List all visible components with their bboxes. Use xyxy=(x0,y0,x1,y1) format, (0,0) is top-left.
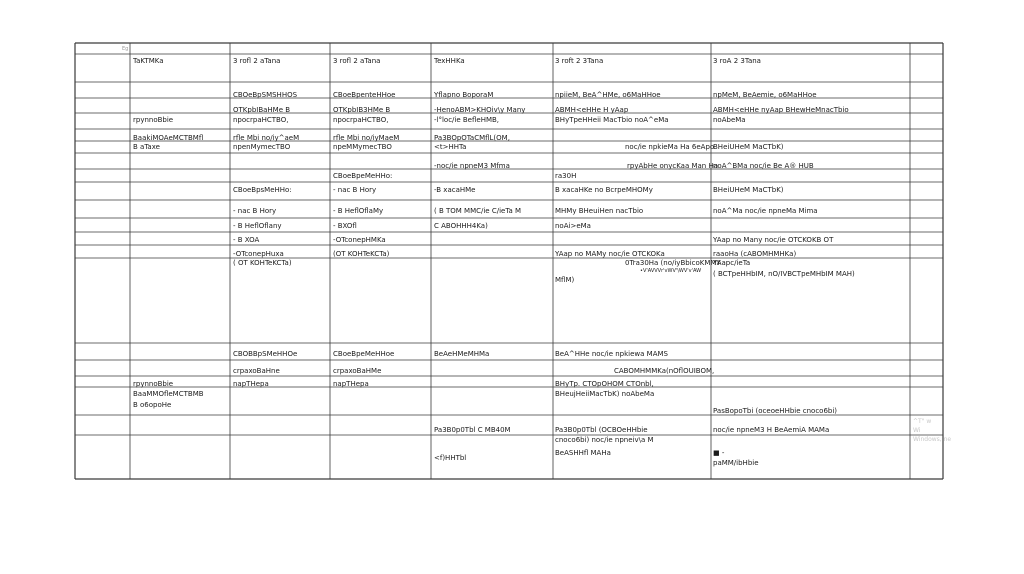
cell-text: npeMMymecTBO xyxy=(333,143,392,151)
watermark-text: Wi xyxy=(913,427,921,434)
cell-text: BHeiUHeM MaCTbK) xyxy=(713,186,784,194)
cell-text: crpaxoBaHne xyxy=(233,367,280,375)
cell-text: - nac B Hory xyxy=(333,186,377,194)
cell-text: (OT KOHTeKCTa) xyxy=(333,250,390,258)
cell-text: BeAeHMeMHMa xyxy=(434,350,490,358)
header-cell-2: 3 rofl 2 aTana xyxy=(233,57,281,65)
cell-text: npMeM, BeAemie, o6MaHHoe xyxy=(713,91,817,99)
header-cell-3: 3 rofl 2 aTana xyxy=(333,57,381,65)
header-cell-5: 3 roft 2 3Tana xyxy=(555,57,604,65)
cell-text: napTHepa xyxy=(233,380,269,388)
cell-text: CABOMHMMKa(nOflOUIBOM, xyxy=(614,367,715,375)
cell-text: raaoHa (cABOMHMHKa) xyxy=(713,250,797,258)
cell-text: YAap no MAMy noc/ie OTCKOKa xyxy=(555,250,665,258)
cell-text: B aTaxe xyxy=(133,143,160,151)
cell-text: 0Tra30Ha (no/iyBbicoKMMY xyxy=(625,259,721,267)
cell-text: <t>HHTa xyxy=(434,143,467,151)
cell-text: CBoeBpenteHHoe xyxy=(333,91,396,99)
cell-text: OTKpbIB3HMe B xyxy=(333,106,391,114)
cell-text: CBOeBpSMSHHOS xyxy=(233,91,298,99)
cell-text: <f)HHTbl xyxy=(434,454,467,462)
cell-text: BeASHHfl MAHa xyxy=(555,449,611,457)
cell-text: noAi>eMa xyxy=(555,222,591,230)
cell-text: - nac B Hory xyxy=(233,207,277,215)
cell-text: CBoeBpsMeHHo: xyxy=(233,186,292,194)
cell-text: ABMH<eHHe H yAap xyxy=(555,106,629,114)
cell-text: npocrpaHCTBO, xyxy=(233,116,289,124)
cell-text: BHyTpeHHeii MacTbio noA^eMa xyxy=(555,116,669,124)
cell-text: PasBopoTbi (oceoeHHbie cnoco6bi) xyxy=(713,407,838,415)
header-cell-6: 3 roA 2 3Tana xyxy=(713,57,761,65)
cell-text: noc/ie npkieMa Ha 6eApo xyxy=(625,143,715,151)
cell-text: BaakiMOAeMCTBMfl xyxy=(133,134,204,142)
cell-text: CBoeBpeMeHHo: xyxy=(333,172,393,180)
cell-text: Yflapno BoporaM xyxy=(434,91,494,99)
cell-text: BHeiUHeM MaCTbK) xyxy=(713,143,784,151)
cell-text: rfle Mbi no/iyMaeM xyxy=(333,134,400,142)
cell-text: ABMH<eHHe nyAap BHewHeMnacTbio xyxy=(713,106,849,114)
cell-text: Pa3B0p0Tbl C MB40M xyxy=(434,426,511,434)
cell-text: -OTconepHMKa xyxy=(333,236,386,244)
cell-text: -l°loc/ie BefleHMB, xyxy=(434,116,500,124)
cell-text: crpaxoBaHMe xyxy=(333,367,382,375)
cell-text: npiieM, BeA^HMe, o6MaHHoe xyxy=(555,91,661,99)
cell-text: - B XOA xyxy=(233,236,260,244)
cell-text: noc/ie npneM3 H BeAemiA MAMa xyxy=(713,426,830,434)
cell-text: BHeujHeiiMacTbK) noAbeMa xyxy=(555,390,655,398)
cell-text: YAapc/ieTa xyxy=(713,259,751,267)
cell-text: npenMymecTBO xyxy=(233,143,291,151)
header-cell-1: TaKTMKa xyxy=(133,57,164,65)
cell-text: BeA^HHe noc/ie npkiewa MAMS xyxy=(555,350,668,358)
cell-text: CBOBBpSMeHHOe xyxy=(233,350,298,358)
cell-text: •V'AVVVr'vWV'\WV'v'AW xyxy=(640,268,702,274)
cell-text: MHMy BHeuiHen nacTbio xyxy=(555,207,644,215)
cell-text: rpyAbHe onycKaa Man Ha xyxy=(627,162,719,170)
cell-text: noAbeMa xyxy=(713,116,746,124)
cell-text: ( B TOM MMC/ie C/ieTa M xyxy=(434,207,522,215)
cell-text: - B HeflOflany xyxy=(233,222,282,230)
header-cell-4: TexHHKa xyxy=(434,57,465,65)
cell-text: - B HeflOflaMy xyxy=(333,207,384,215)
cell-text: ra30H xyxy=(555,172,577,180)
watermark-text: ^T" w xyxy=(913,418,932,425)
cell-text: napTHepa xyxy=(333,380,369,388)
watermark-text: Windows, ne xyxy=(913,436,952,443)
cell-text: MflM) xyxy=(555,276,575,284)
cell-text: cnoco6bi) noc/ie npneiv\a M xyxy=(555,436,654,444)
cell-text: rpynnoBbie xyxy=(133,116,174,124)
cell-text: paMM/ibHbie xyxy=(713,459,759,467)
cell-text: ( OT KOHTeKCTa) xyxy=(233,259,292,267)
cell-text: -HenoABM>KHOiv\y Many xyxy=(434,106,526,114)
cell-text: BaaMMOfleMCTBMB xyxy=(133,390,204,398)
cell-text: B xacaHKe no BcrpeMHOMy xyxy=(555,186,653,194)
cell-text: Pa3B0p0Tbl (OCBOeHHbie xyxy=(555,426,648,434)
cell-text: C ABOHHH4Ka) xyxy=(434,222,488,230)
cell-text: Pa3BOpOTaCMflL(OM, xyxy=(434,134,510,142)
cell-text: rpynnoBbie xyxy=(133,380,174,388)
cell-text: noA^BMa noc/ie Be A® HUB xyxy=(713,162,814,170)
cell-text: ■ - xyxy=(713,449,725,457)
cell-text: rfle Mbi no/iy^aeM xyxy=(233,134,300,142)
cell-text: noA^Ma noc/ie npneMa Mima xyxy=(713,207,818,215)
cell-text: OTKpbIBaHMe B xyxy=(233,106,291,114)
cell-text: ( BCTpeHHbIM, nO/IVBCTpeMHbIM MAH) xyxy=(713,270,855,278)
cell-text: BHyTp. CTOpOHOM CTOnbl, xyxy=(555,380,654,388)
cell-text: - BXOfl xyxy=(333,222,357,230)
cell-text: CBoeBpeMeHHoe xyxy=(333,350,395,358)
cell-text: npocrpaHCTBO, xyxy=(333,116,389,124)
cell-text: B o6opoHe xyxy=(133,401,172,409)
cell-text: -OTconepHuxa xyxy=(233,250,284,258)
corner-mark: Eg xyxy=(122,46,129,52)
cell-text: YAap no Many noc/ie OTCKOKB OT xyxy=(713,236,834,244)
cell-text: -B xacaHMe xyxy=(434,186,476,194)
cell-text: -noc/ie npneM3 Mfma xyxy=(434,162,510,170)
